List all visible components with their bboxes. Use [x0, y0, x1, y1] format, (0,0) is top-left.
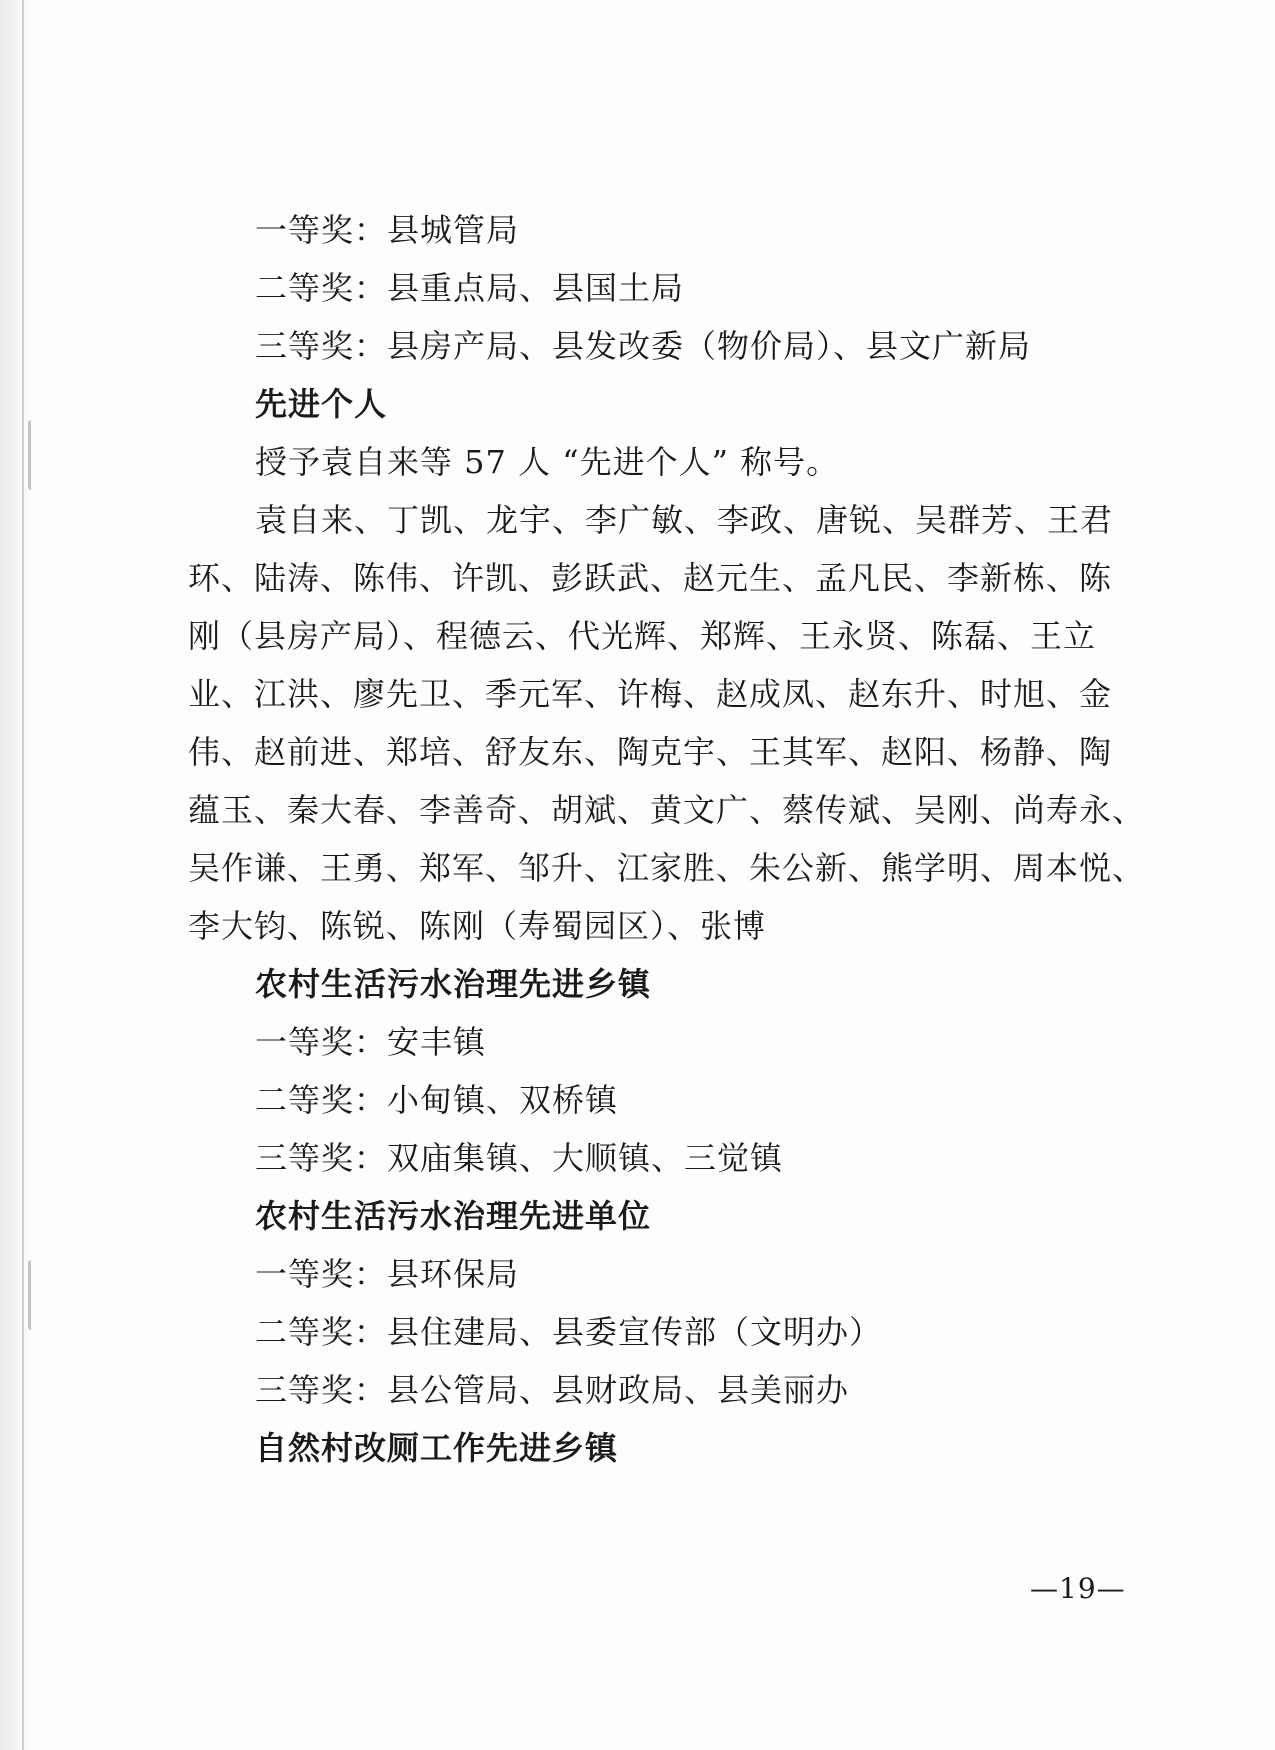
award-line-second-prize: 二等奖：县重点局、县国土局	[255, 269, 685, 307]
staple-top	[28, 420, 41, 490]
name-list-line-6: 蕴玉、秦大春、李善奇、胡斌、黄文广、蔡传斌、吴刚、尚寿永、	[188, 791, 1146, 829]
award-line-sewage-towns-second: 二等奖：小甸镇、双桥镇	[255, 1081, 619, 1119]
award-line-sewage-units-second: 二等奖：县住建局、县委宣传部（文明办）	[255, 1313, 883, 1351]
page-number: —19—	[1030, 1572, 1126, 1605]
paragraph-award-statement: 授予袁自来等 57 人 “先进个人” 称号。	[255, 443, 840, 481]
section-heading-toilet-reform-towns: 自然村改厕工作先进乡镇	[255, 1429, 619, 1467]
award-line-sewage-towns-third: 三等奖：双庙集镇、大顺镇、三觉镇	[255, 1139, 784, 1177]
award-line-sewage-units-first: 一等奖：县环保局	[255, 1255, 520, 1293]
name-list-line-2: 环、陆涛、陈伟、许凯、彭跃武、赵元生、孟凡民、李新栋、陈	[188, 559, 1113, 597]
name-list-line-3: 刚（县房产局）、程德云、代光辉、郑辉、王永贤、陈磊、王立	[188, 617, 1097, 655]
award-line-sewage-units-third: 三等奖：县公管局、县财政局、县美丽办	[255, 1371, 850, 1409]
section-heading-sewage-towns: 农村生活污水治理先进乡镇	[255, 965, 652, 1003]
binding-line	[22, 0, 24, 1750]
name-list-line-4: 业、江洪、廖先卫、季元军、许梅、赵成凤、赵东升、时旭、金	[188, 675, 1113, 713]
staple-bottom	[28, 1260, 41, 1330]
name-list-line-8: 李大钧、陈锐、陈刚（寿蜀园区）、张博	[188, 907, 767, 945]
name-list-line-7: 吴作谦、王勇、郑军、邹升、江家胜、朱公新、熊学明、周本悦、	[188, 849, 1146, 887]
binding-edge	[0, 0, 30, 1750]
section-heading-advanced-individuals: 先进个人	[255, 385, 388, 423]
award-line-urban-management: 一等奖：县城管局	[255, 211, 520, 249]
award-line-sewage-towns-first: 一等奖：安丰镇	[255, 1023, 487, 1061]
award-line-third-prize: 三等奖：县房产局、县发改委（物价局）、县文广新局	[255, 327, 1032, 365]
name-list-line-5: 伟、赵前进、郑培、舒友东、陶克宇、王其军、赵阳、杨静、陶	[188, 733, 1113, 771]
section-heading-sewage-units: 农村生活污水治理先进单位	[255, 1197, 652, 1235]
name-list-line-1: 袁自来、丁凯、龙宇、李广敏、李政、唐锐、吴群芳、王君	[255, 501, 1114, 539]
